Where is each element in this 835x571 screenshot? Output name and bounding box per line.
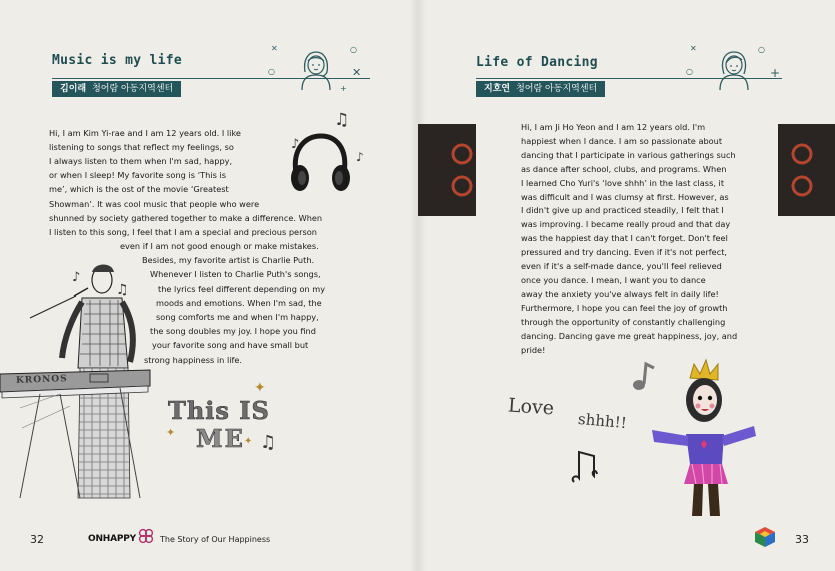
plus-icon: + (770, 66, 781, 80)
left-page-title: Music is my life (52, 53, 183, 68)
page-number: 32 (30, 533, 44, 546)
body-line: pride! (521, 344, 546, 355)
body-line: dancing that I participate in various gatherings such (521, 149, 736, 160)
music-note-icon: ♪ (72, 270, 81, 285)
love-caption: Love (507, 394, 555, 420)
right-page-title: Life of Dancing (476, 55, 598, 70)
body-line: shunned by society gathered together to make a difference. When (49, 213, 323, 223)
body-line: once you dance. I mean, I want you to dance (521, 274, 706, 285)
speaker-drawing (418, 124, 476, 216)
dot-icon: ○ (686, 67, 693, 76)
body-line: Hi, I am Kim Yi-rae and I am 12 years old. I like (49, 128, 241, 138)
left-author-org: 청어람 아동지역센터 (92, 84, 174, 94)
footer-tagline: The Story of Our Happiness (160, 535, 271, 544)
body-line: as dance after school, clubs, and programs. When (521, 163, 727, 174)
speaker-drawing (778, 124, 835, 216)
body-line: the song doubles my joy. I hope you find (150, 326, 316, 336)
body-line: Besides, my favorite artist is Charlie Puth. (142, 255, 315, 265)
body-line: I didn't give up and practiced steadily, I felt that I (521, 205, 724, 216)
star-icon: ✦ (254, 380, 266, 396)
star-icon: ✦ (244, 436, 253, 447)
body-line: was improving. I became really proud and that day (521, 219, 731, 230)
body-line: away the anxiety you've always felt in daily life! (521, 288, 719, 299)
body-line: strong happiness in life. (144, 355, 243, 365)
shhh-caption: shhh!! (577, 409, 628, 433)
music-note-icon: ♪ (356, 150, 364, 164)
body-line: moods and emotions. When I'm sad, the (156, 298, 322, 308)
body-line: happiest when I dance. I am so passionate about (521, 135, 723, 146)
sparkle-icon: ✕ (271, 44, 278, 53)
star-icon: ✦ (166, 426, 176, 439)
girl-avatar-icon (296, 48, 336, 92)
page-number: 33 (795, 533, 809, 546)
this-is-caption: This IS (168, 396, 270, 425)
clover-logo-icon (138, 528, 154, 544)
body-line: pressured and try dancing. Even if it's not perfect, (521, 247, 728, 258)
left-author-name: 김이래 (60, 84, 87, 94)
body-line: dancing. Dancing gave me great happiness, joy, and (521, 330, 738, 341)
dot-icon: ○ (268, 67, 275, 76)
body-line: Furthermore, I hope you can feel the joy of growth (521, 302, 728, 313)
right-page (418, 0, 835, 571)
body-line: me’, which is the ost of the movie ‘Greatest (49, 184, 229, 194)
body-line: I listen to this song, I feel that I am a special and precious person (49, 227, 317, 237)
body-line: the lyrics feel different depending on my (158, 284, 326, 294)
body-line: even if it's a self-made dance, you'll feel relieved (521, 261, 722, 272)
body-line: listening to songs that reflect my feelings, so (49, 142, 234, 152)
body-line: Whenever I listen to Charlie Puth's songs, (150, 269, 321, 279)
body-line: was the happiest day that I can't forget. Don't feel (521, 233, 728, 244)
dot-icon: ○ (758, 45, 765, 54)
body-line: through the opportunity of constantly challenging (521, 316, 726, 327)
body-line: even if I am not good enough or make mistakes. (120, 241, 319, 251)
girl-avatar-icon (714, 48, 754, 92)
music-note-icon: ♫ (116, 282, 129, 298)
right-author-name: 지호연 (484, 84, 511, 94)
body-line: your favorite song and have small but (152, 340, 309, 350)
right-body-text (521, 121, 737, 357)
music-note-icon (570, 446, 598, 486)
me-caption: ME (196, 424, 245, 453)
brand-logo-text: ONHAPPY (88, 534, 136, 544)
plus-icon: + (340, 84, 347, 93)
right-author-tag (476, 81, 605, 97)
right-author-org: 청어람 아동지역센터 (516, 84, 598, 94)
body-line: Showman’. It was cool music that people who were (49, 199, 260, 209)
body-line: I learned Cho Yuri's ‘love shhh’ in the last class, it (521, 177, 725, 188)
left-page (0, 0, 417, 571)
body-line: song comforts me and when I'm happy, (156, 312, 319, 322)
body-line: Hi, I am Ji Ho Yeon and I am 12 years old. I'm (521, 122, 706, 132)
body-line: I always listen to them when I'm sad, happy, (49, 156, 233, 166)
sparkle-icon: ✕ (690, 44, 697, 53)
music-note-icon: ♫ (260, 432, 277, 453)
music-note-icon: ♪ (291, 137, 300, 152)
body-line: was difficult and I was clumsy at first. However, as (521, 191, 729, 202)
dancing-girl-drawing (648, 356, 758, 526)
body-line: or when I sleep! My favorite song is ‘This is (49, 170, 227, 180)
dot-icon: ○ (350, 45, 357, 54)
music-note-icon: ♫ (334, 110, 350, 130)
left-author-tag (52, 81, 181, 97)
brand-cube-icon (754, 526, 776, 548)
sparkle-icon: ✕ (352, 66, 362, 79)
keyboard-label: KRONOS (15, 374, 68, 386)
